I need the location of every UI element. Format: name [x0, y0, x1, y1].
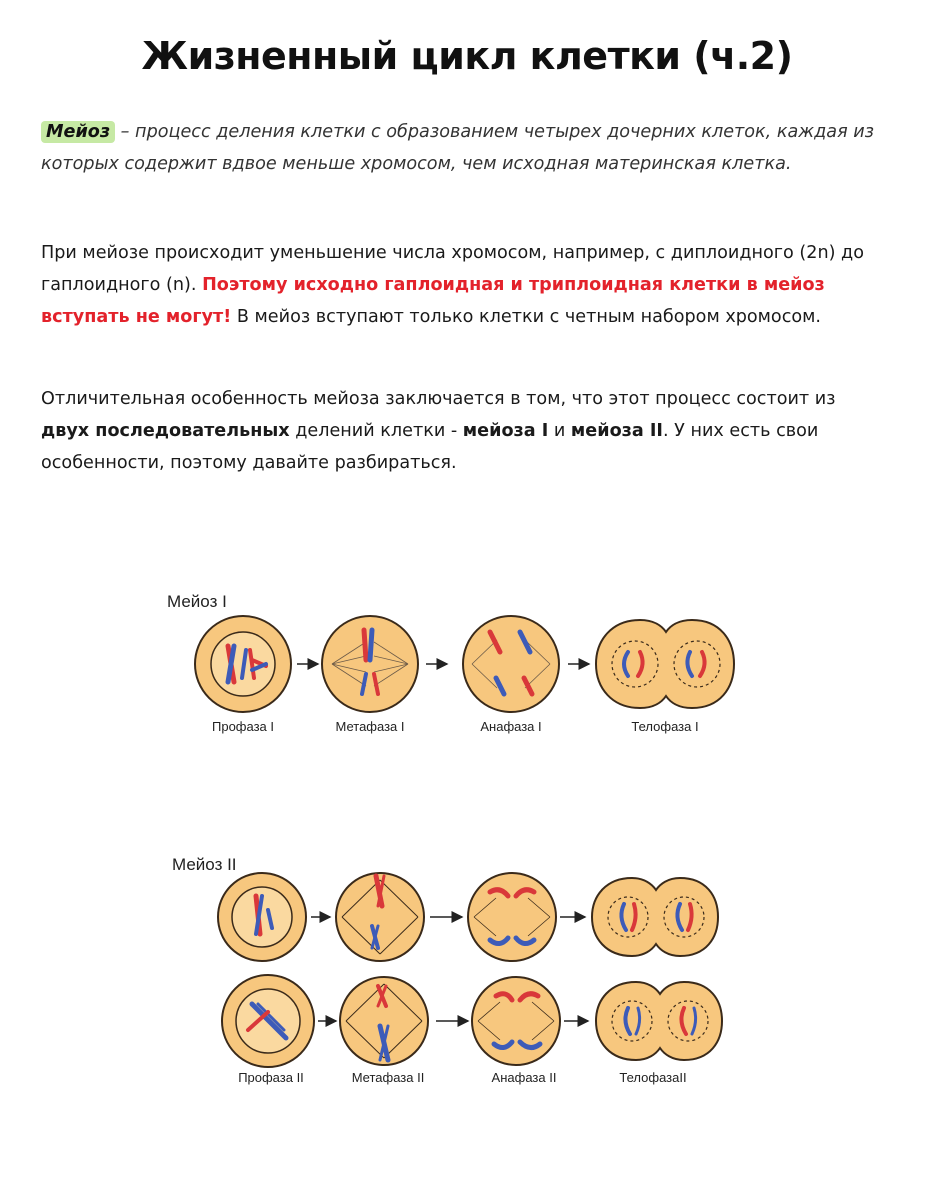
- label-metaphase-2: Метафаза II: [351, 1070, 425, 1085]
- label-anaphase-2: Анафаза II: [491, 1070, 557, 1085]
- cell-anaphase-1: [463, 616, 559, 712]
- label-prophase-2: Профаза II: [238, 1070, 304, 1085]
- cell-anaphase-2-b: [472, 977, 560, 1065]
- p3-text-4: . У них есть свои особенности, поэтому давайте разбираться.: [41, 421, 819, 473]
- p3-bold-2: мейоза I: [462, 421, 549, 441]
- cell-telophase-2-a: [592, 878, 718, 956]
- cell-prophase-2-b: [222, 975, 314, 1067]
- label-metaphase-1: Метафаза I: [335, 719, 405, 734]
- label-telophase-1: Телофаза I: [631, 719, 699, 734]
- definition-paragraph: [41, 116, 886, 180]
- term-highlight: Мейоз: [41, 121, 115, 143]
- p3-text-1: Отличительная особенность мейоза заключается в том, что этот процесс состоит из: [41, 389, 836, 409]
- p2-text-start: При мейозе происходит уменьшение числа хромосом, например, с диплоидного (2n) до гаплоидного (n).: [41, 243, 864, 295]
- meiosis-diagram: [0, 560, 934, 1120]
- p3-bold-3: мейоза II: [570, 421, 663, 441]
- cell-metaphase-2-b: [340, 977, 428, 1065]
- cell-telophase-2-b: [596, 982, 722, 1060]
- label-telophase-2: ТелофазаII: [619, 1070, 687, 1085]
- cell-prophase-2-a: [218, 873, 306, 961]
- cell-metaphase-2-a: [336, 873, 424, 961]
- label-prophase-1: Профаза I: [212, 719, 274, 734]
- page-title: Жизненный цикл клетки (ч.2): [141, 34, 793, 78]
- p2-text-end: В мейоз вступают только клетки с четным набором хромосом.: [231, 307, 821, 327]
- meiosis-features-paragraph: [41, 383, 886, 479]
- label-anaphase-1: Анафаза I: [480, 719, 542, 734]
- p3-text-3: и: [548, 421, 571, 441]
- p3-bold-1: двух последовательных: [41, 421, 290, 441]
- cell-anaphase-2-a: [468, 873, 556, 961]
- definition-text: – процесс деления клетки с образованием четырех дочерних клеток, каждая из которых содержит вдвое меньше хромосом, чем исходная материнская клетка.: [41, 122, 875, 174]
- p3-text-2: делений клетки -: [289, 421, 463, 441]
- cell-telophase-1: [596, 620, 734, 708]
- cell-metaphase-1: [322, 616, 418, 712]
- cell-prophase-1: [195, 616, 291, 712]
- p2-warning: Поэтому исходно гаплоидная и триплоидная клетки в мейоз вступать не могут!: [41, 275, 825, 327]
- meiosis1-title: Мейоз I: [167, 592, 227, 611]
- chromosome-reduction-paragraph: [41, 237, 886, 333]
- meiosis2-title: Мейоз II: [172, 855, 237, 874]
